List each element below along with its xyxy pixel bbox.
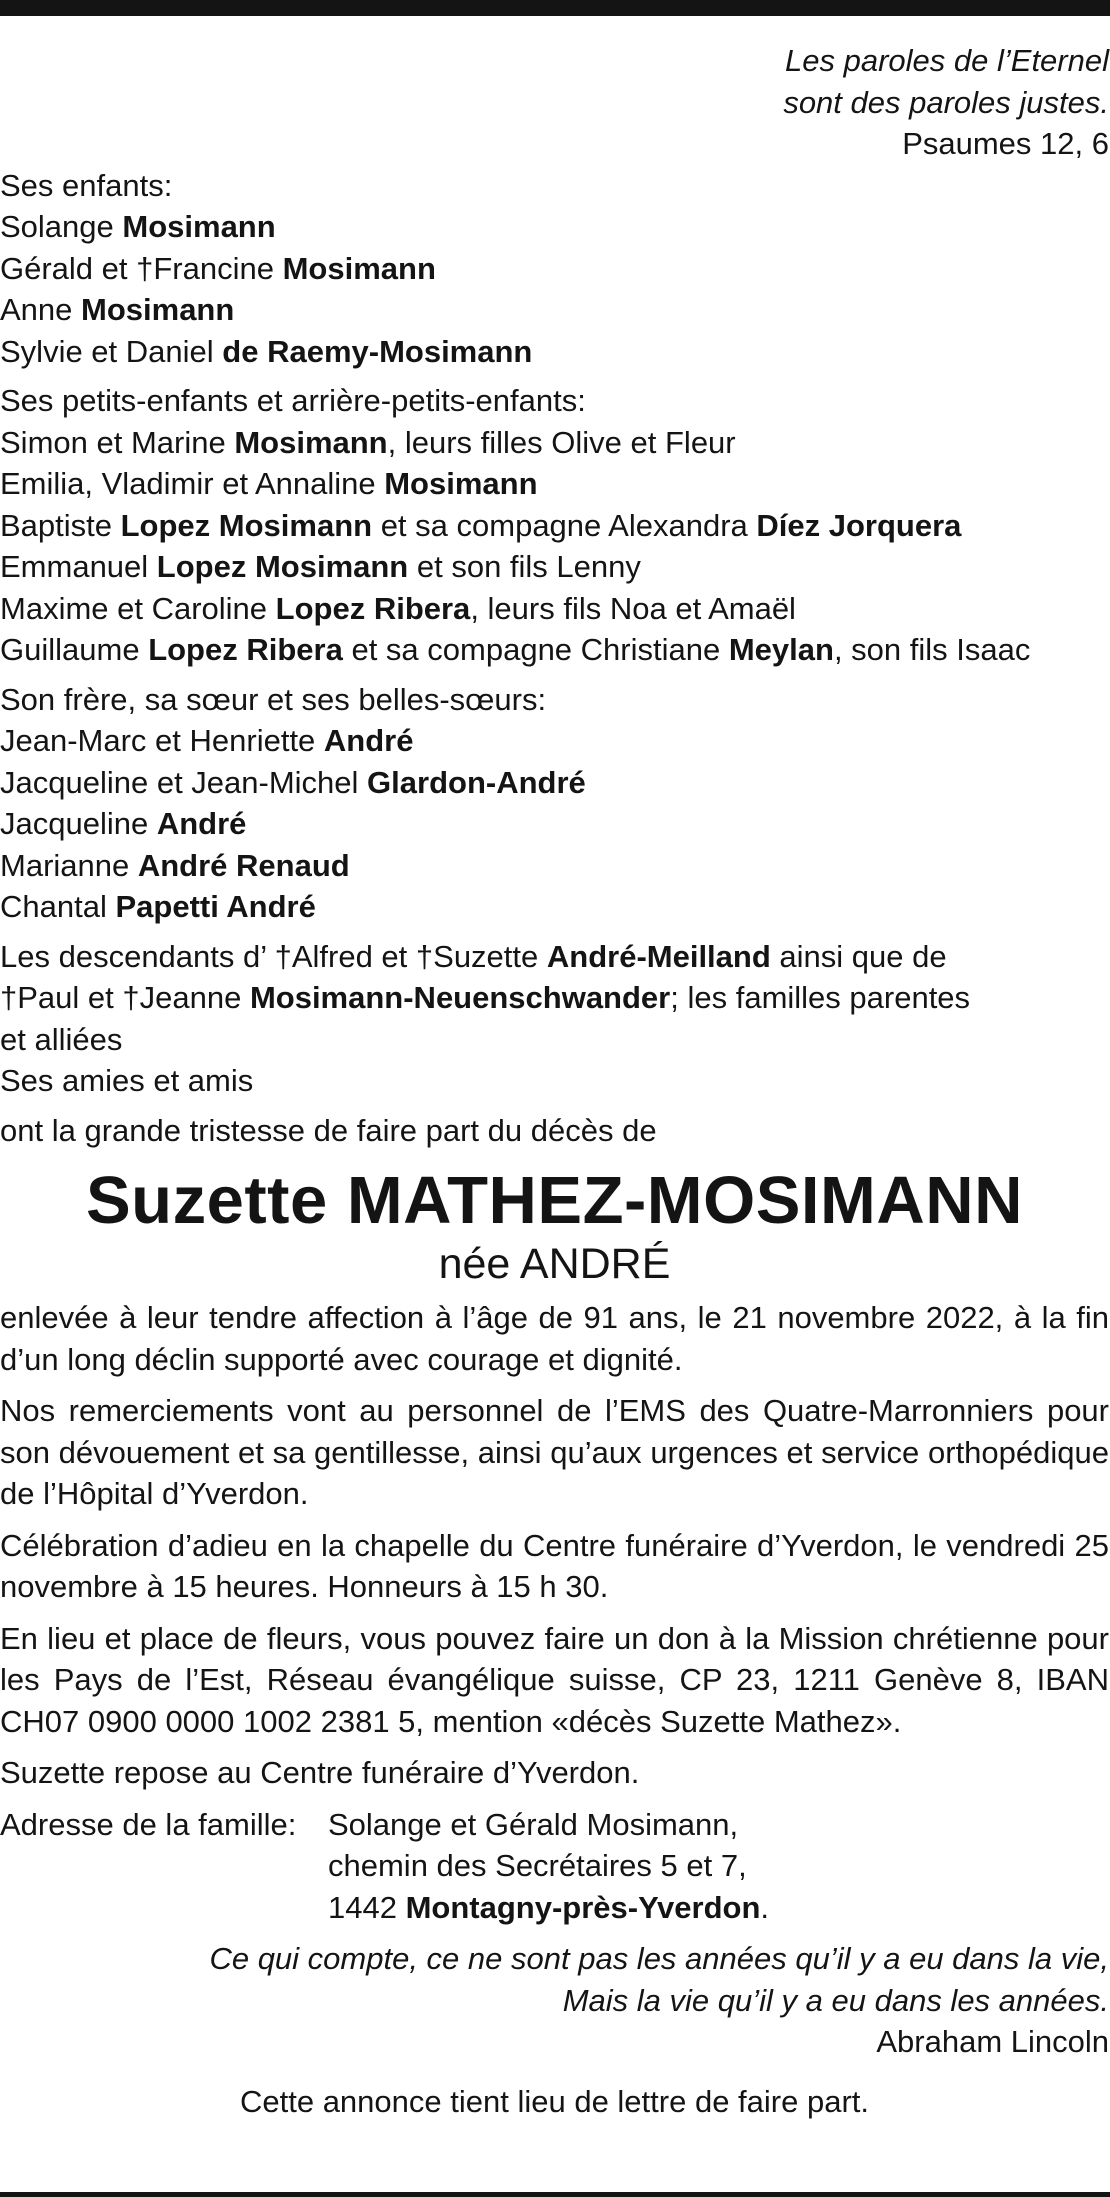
- announcement-text: ont la grande tristesse de faire part du décès de: [0, 1112, 657, 1148]
- family-address: [0, 1804, 1109, 1929]
- section-heading: Ses petits-enfants et arrière-petits-enfants:: [0, 383, 586, 418]
- obituary-content: [0, 40, 1109, 2122]
- family-row: Simon et Marine Mosimann, leurs filles Olive et Fleur: [0, 424, 736, 460]
- bottom-rule: [0, 2192, 1110, 2197]
- family-row: Jean-Marc et Henriette André: [0, 723, 414, 758]
- section-heading: Ses enfants:: [0, 167, 173, 203]
- top-rule: [0, 0, 1110, 16]
- family-row: Guillaume Lopez Ribera et sa compagne Christiane Meylan, son fils Isaac: [0, 632, 1031, 667]
- quote-line: Mais la vie qu’il y a eu dans les années.: [562, 1982, 1109, 2018]
- quote-line: Ce qui compte, ce ne sont pas les années qu’il y a eu dans la vie,: [209, 1941, 1109, 1976]
- address-line: chemin des Secrétaires 5 et 7,: [328, 1848, 747, 1883]
- quote-author: Abraham Lincoln: [876, 2024, 1109, 2059]
- notice-text: Cette annonce tient lieu de lettre de faire part.: [239, 2083, 869, 2119]
- rest-paragraph: Suzette repose au Centre funéraire d’Yverdon.: [0, 1755, 640, 1790]
- family-row: Baptiste Lopez Mosimann et sa compagne Alexandra Díez Jorquera: [0, 507, 962, 543]
- epigraph-line: Les paroles de l’Eternel: [785, 43, 1109, 78]
- closing-quote: [0, 1938, 1109, 2063]
- epigraph: [0, 40, 1109, 165]
- family-row: Sylvie et Daniel de Raemy-Mosimann: [0, 333, 533, 369]
- address-lines: [328, 1804, 769, 1929]
- family-row: Jacqueline et Jean-Michel Glardon-André: [0, 764, 586, 800]
- family-row: Solange Mosimann: [0, 209, 276, 244]
- address-line: Solange et Gérald Mosimann,: [328, 1806, 739, 1842]
- siblings-section: [0, 679, 1109, 928]
- family-row: Emmanuel Lopez Mosimann et son fils Lenny: [0, 549, 641, 584]
- thanks-paragraph: Nos remerciements vont au personnel de l’EMS des Quatre-Marronniers pour son dévouement et sa gentillesse, ainsi qu’aux urgences et service orthopédique de l’Hôpital d’Yverdon.: [0, 1393, 1109, 1511]
- friends-line: Ses amies et amis: [0, 1063, 254, 1098]
- donation-paragraph: En lieu et place de fleurs, vous pouvez faire un don à la Mission chrétienne pour les Pays de l’Est, Réseau évangélique suisse, CP 23, 1211 Genève 8, IBAN CH07 0900 0000 1002 2381 5, mention «décès Suzette Mathez».: [0, 1620, 1109, 1739]
- birth-name: née ANDRÉ: [438, 1240, 671, 1288]
- deceased-name: Suzette MATHEZ-MOSIMANN: [85, 1163, 1024, 1238]
- ceremony-paragraph: Célébration d’adieu en la chapelle du Centre funéraire d’Yverdon, le vendredi 25 novembre à 15 heures. Honneurs à 15 h 30.: [0, 1527, 1109, 1604]
- family-row: Maxime et Caroline Lopez Ribera, leurs fils Noa et Amaël: [0, 590, 796, 626]
- grandchildren-section: [0, 380, 1109, 671]
- family-row: Gérald et †Francine Mosimann: [0, 250, 436, 286]
- descendants-line: Les descendants d’ †Alfred et †Suzette André-Meilland ainsi que de: [0, 938, 947, 974]
- address-label: Adresse de la famille:: [0, 1806, 297, 1842]
- children-section: [0, 165, 1109, 373]
- epigraph-reference: Psaumes 12, 6: [902, 126, 1109, 161]
- descendants-line: et alliées: [0, 1021, 123, 1057]
- descendants-line: †Paul et †Jeanne Mosimann-Neuenschwander; les familles parentes: [0, 980, 971, 1015]
- family-row: Emilia, Vladimir et Annaline Mosimann: [0, 466, 538, 501]
- epigraph-line: sont des paroles justes.: [783, 84, 1109, 120]
- family-row: Anne Mosimann: [0, 292, 235, 327]
- address-line: 1442 Montagny-près-Yverdon.: [328, 1889, 770, 1925]
- descendants-section: [0, 936, 1109, 1102]
- section-heading: Son frère, sa sœur et ses belles-sœurs:: [0, 681, 547, 717]
- family-row: Chantal Papetti André: [0, 889, 316, 924]
- family-row: Jacqueline André: [0, 806, 247, 841]
- death-paragraph: enlevée à leur tendre affection à l’âge de 91 ans, le 21 novembre 2022, à la fin d’un long déclin supporté avec courage et dignité.: [0, 1300, 1109, 1377]
- family-row: Marianne André Renaud: [0, 847, 350, 883]
